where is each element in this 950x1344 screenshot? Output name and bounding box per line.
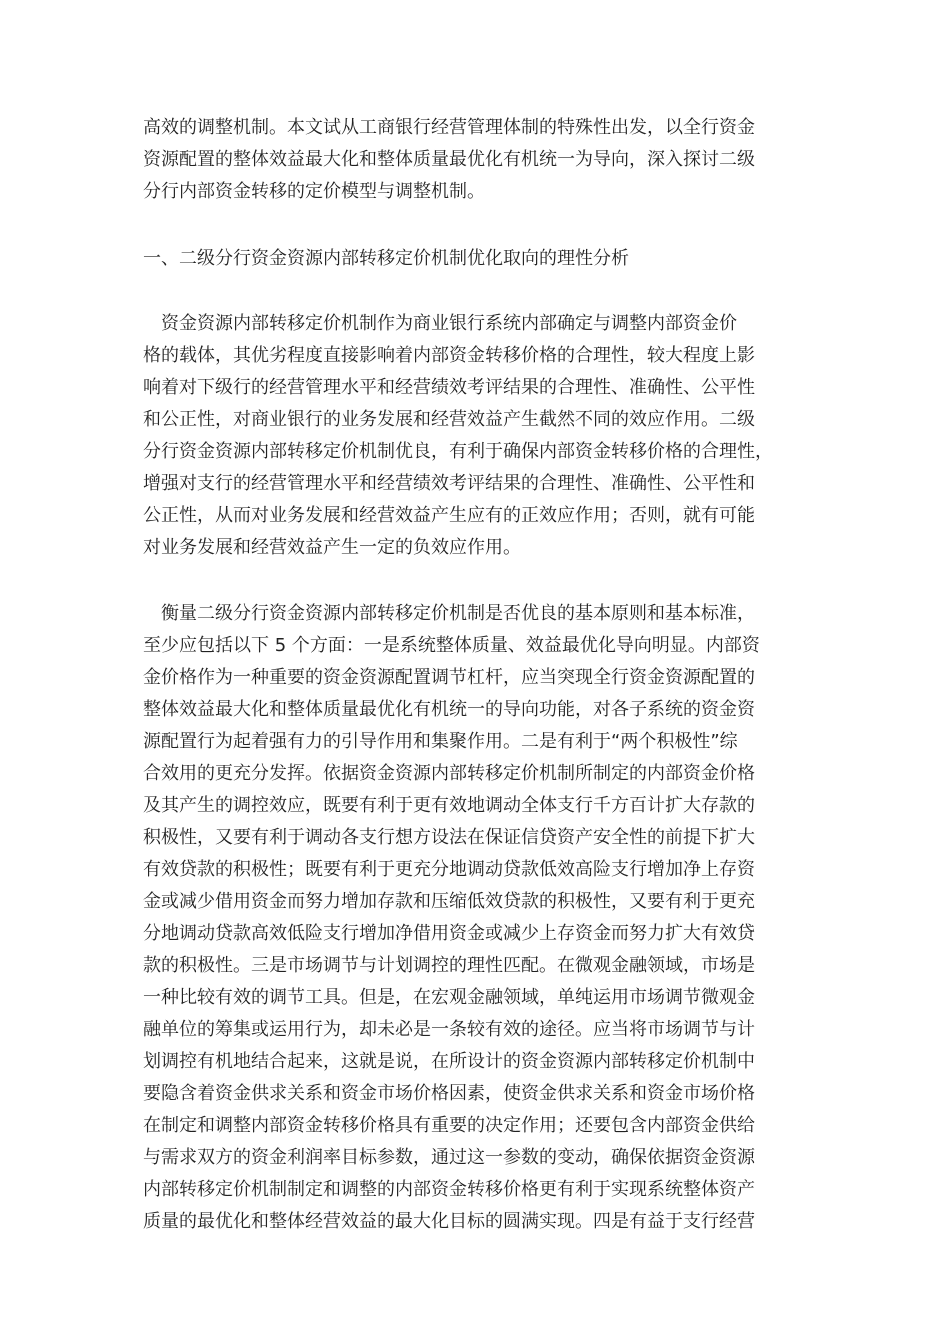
text-line: 质量的最优化和整体经营效益的最大化目标的圆满实现。四是有益于支行经营 bbox=[143, 1211, 755, 1232]
paragraph-2 bbox=[143, 308, 813, 564]
text-line: 在制定和调整内部资金转移价格具有重要的决定作用；还要包含内部资金供给 bbox=[143, 1115, 755, 1136]
paragraph-1 bbox=[143, 112, 813, 208]
text-line: 响着对下级行的经营管理水平和经营绩效考评结果的合理性、准确性、公平性 bbox=[143, 377, 755, 398]
document-body bbox=[143, 112, 813, 1238]
text-line: 及其产生的调控效应，既要有利于更有效地调动全体支行千方百计扩大存款的 bbox=[143, 795, 755, 816]
text-line: 内部转移定价机制制定和调整的内部资金转移价格更有利于实现系统整体资产 bbox=[143, 1179, 755, 1200]
heading-text: 一、二级分行资金资源内部转移定价机制优化取向的理性分析 bbox=[143, 248, 629, 269]
text-line: 对业务发展和经营效益产生一定的负效应作用。 bbox=[143, 537, 521, 558]
section-heading bbox=[143, 243, 813, 275]
text-line: 分行内部资金转移的定价模型与调整机制。 bbox=[143, 181, 485, 202]
text-line: 格的载体，其优劣程度直接影响着内部资金转移价格的合理性，较大程度上影 bbox=[143, 345, 755, 366]
text-line: 金或减少借用资金而努力增加存款和压缩低效贷款的积极性，又要有利于更充 bbox=[143, 891, 755, 912]
text-line: 分地调动贷款高效低险支行增加净借用资金或减少上存资金而努力扩大有效贷 bbox=[143, 923, 755, 944]
text-line: 高效的调整机制。本文试从工商银行经营管理体制的特殊性出发，以全行资金 bbox=[143, 117, 755, 138]
text-line: 公正性，从而对业务发展和经营效益产生应有的正效应作用；否则，就有可能 bbox=[143, 505, 755, 526]
text-line: 融单位的筹集或运用行为，却未必是一条较有效的途径。应当将市场调节与计 bbox=[143, 1019, 755, 1040]
text-line: 分行资金资源内部转移定价机制优良，有利于确保内部资金转移价格的合理性， bbox=[143, 441, 773, 462]
text-line: 积极性，又要有利于调动各支行想方设法在保证信贷资产安全性的前提下扩大 bbox=[143, 827, 755, 848]
text-line: 整体效益最大化和整体质量最优化有机统一的导向功能，对各子系统的资金资 bbox=[143, 699, 755, 720]
text-line: 源配置行为起着强有力的引导作用和集聚作用。二是有利于“两个积极性”综 bbox=[143, 731, 738, 752]
text-line: 和公正性，对商业银行的业务发展和经营效益产生截然不同的效应作用。二级 bbox=[143, 409, 755, 430]
text-line: 有效贷款的积极性；既要有利于更充分地调动贷款低效高险支行增加净上存资 bbox=[143, 859, 755, 880]
text-line: 合效用的更充分发挥。依据资金资源内部转移定价机制所制定的内部资金价格 bbox=[143, 763, 755, 784]
text-line: 资源配置的整体效益最大化和整体质量最优化有机统一为导向，深入探讨二级 bbox=[143, 149, 755, 170]
text-line: 资金资源内部转移定价机制作为商业银行系统内部确定与调整内部资金价 bbox=[143, 313, 737, 334]
text-line: 至少应包括以下 5 个方面：一是系统整体质量、效益最优化导向明显。内部资 bbox=[143, 635, 760, 656]
text-line: 金价格作为一种重要的资金资源配置调节杠杆，应当突现全行资金资源配置的 bbox=[143, 667, 755, 688]
text-line: 要隐含着资金供求关系和资金市场价格因素，使资金供求关系和资金市场价格 bbox=[143, 1083, 755, 1104]
text-line: 增强对支行的经营管理水平和经营绩效考评结果的合理性、准确性、公平性和 bbox=[143, 473, 755, 494]
text-line: 划调控有机地结合起来，这就是说，在所设计的资金资源内部转移定价机制中 bbox=[143, 1051, 755, 1072]
text-line: 衡量二级分行资金资源内部转移定价机制是否优良的基本原则和基本标准， bbox=[143, 603, 755, 624]
paragraph-3 bbox=[143, 598, 813, 1238]
text-line: 一种比较有效的调节工具。但是，在宏观金融领域，单纯运用市场调节微观金 bbox=[143, 987, 755, 1008]
text-line: 款的积极性。三是市场调节与计划调控的理性匹配。在微观金融领域，市场是 bbox=[143, 955, 755, 976]
text-line: 与需求双方的资金利润率目标参数，通过这一参数的变动，确保依据资金资源 bbox=[143, 1147, 755, 1168]
